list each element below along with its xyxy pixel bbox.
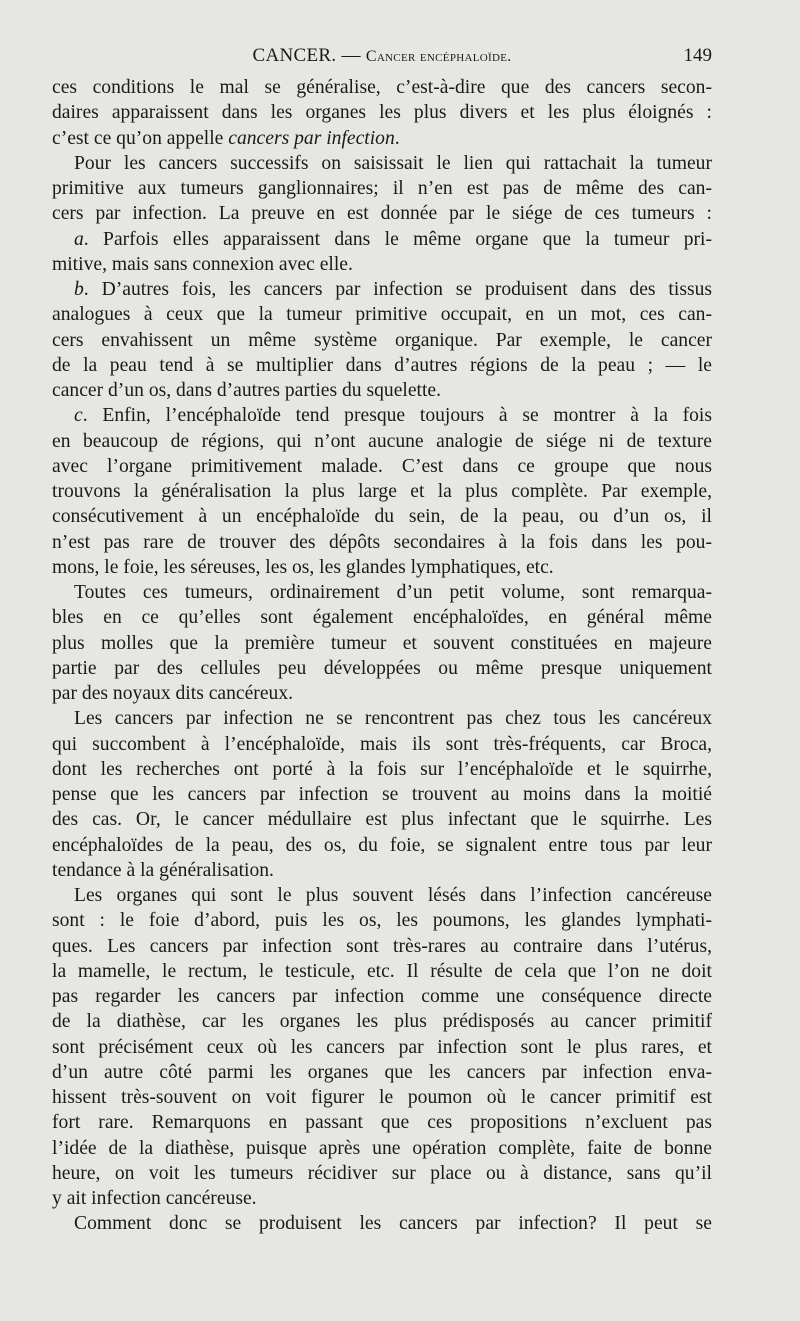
line-text: ques. Les cancers par infection sont très-rares au contraire dans l’utérus, [52,935,712,957]
line-text: sont : le foie d’abord, puis les os, les poumons, les glandes lymphati- [52,910,712,932]
running-title [52,45,712,67]
line-text: encéphaloïdes de la peau, des os, du foie, se signalent entre tous par leur [52,834,712,856]
text-line [52,1035,712,1060]
text-line [52,277,712,302]
line-text: analogues à ceux que la tumeur primitive occupait, en un mot, ces can- [52,304,712,326]
text-line [52,1110,712,1135]
text-line [52,1186,712,1211]
line-text: Toutes ces tumeurs, ordinairement d’un petit volume, sont remarqua- [74,582,712,603]
line-text: n’est pas rare de trouver des dépôts secondaires à la fois dans les pou- [52,531,712,553]
text-line [52,201,712,226]
text-line [52,252,712,277]
line-text: c’est ce qu’on appelle [52,127,229,149]
text-line [52,126,712,151]
line-text: . D’autres fois, les cancers par infection se produisent dans des tissus [83,279,712,300]
line-text: Pour les cancers successifs on saisissait le lien qui rattachait la tumeur [74,152,712,174]
text-line [52,681,712,706]
text-line [52,580,712,605]
header-title-separator: — [341,45,361,66]
line-text: de la peau tend à se multiplier dans d’autres régions de la peau ; — le [52,354,712,376]
text-line [52,479,712,504]
line-text: en beaucoup de régions, qui n’ont aucune analogie de siége ni de texture [52,430,712,452]
text-line [52,555,712,580]
text-line [52,1136,712,1161]
line-text: cers envahissent un même système organique. Par exemple, le cancer [52,329,712,351]
text-line [52,631,712,656]
line-text: qui succombent à l’encéphaloïde, mais ils sont très-fréquents, car Broca, [52,733,712,755]
text-line [52,1161,712,1186]
line-text: par des noyaux dits cancéreux. [52,683,294,704]
text-line [52,1211,712,1236]
text-line [52,504,712,529]
line-text: avec l’organe primitivement malade. C’est dans ce groupe que nous [52,455,712,477]
line-text: primitive aux tumeurs ganglionnaires; il n’en est pas de même des can- [52,178,712,199]
text-line [52,227,712,252]
text-line [52,100,712,125]
line-text: pense que les cancers par infection se trouvent au moins dans la moitié [52,784,712,805]
emphasis-text: cancers par infection [228,127,395,149]
item-letter: c [74,405,83,427]
text-line [52,656,712,681]
line-text: ces conditions le mal se généralise, c’est-à-dire que des cancers secon- [52,77,712,98]
line-text: heure, on voit les tumeurs récidiver sur place ou à distance, sans qu’il [52,1162,712,1184]
page-number: 149 [683,45,712,66]
line-text: Comment donc se produisent les cancers par infection? Il peut se [74,1213,712,1235]
line-text: dont les recherches ont porté à la fois sur l’encéphaloïde et le squirrhe, [52,758,712,780]
line-text: la mamelle, le rectum, le testicule, etc. Il résulte de cela que l’on ne doit [52,960,712,982]
text-line [52,1060,712,1085]
line-text: tendance à la généralisation. [52,859,274,881]
text-line [52,151,712,176]
line-text: de la diathèse, car les organes les plus prédisposés au cancer primitif [52,1011,712,1033]
text-line [52,858,712,883]
line-text: bles en ce qu’elles sont également encéphaloïdes, en général même [52,607,712,629]
text-line [52,1085,712,1110]
item-letter: a [74,228,84,250]
line-text: hissent très-souvent on voit figurer le poumon où le cancer primitif est [52,1087,712,1108]
line-text: trouvons la généralisation la plus large et la plus complète. Par exemple, [52,481,712,502]
text-line [52,328,712,353]
text-line [52,883,712,908]
text-line [52,176,712,201]
line-text: d’un autre côté parmi les organes que les cancers par infection enva- [52,1061,712,1083]
text-line [52,833,712,858]
header-title-sub: Cancer encéphaloïde. [365,48,512,65]
item-letter: b [74,279,84,300]
line-text: mitive, mais sans connexion avec elle. [52,253,353,275]
text-line [52,75,712,100]
text-line [52,302,712,327]
line-text: cancer d’un os, dans d’autres parties du squelette. [52,380,442,401]
line-text: consécutivement à un encéphaloïde du sein, de la peau, ou d’un os, il [52,506,712,528]
line-text: mons, le foie, les séreuses, les os, les glandes lymphatiques, etc. [52,556,554,578]
line-text: Les organes qui sont le plus souvent lésés dans l’infection cancéreuse [74,885,712,906]
line-text: plus molles que la première tumeur et souvent constituées en majeure [52,632,712,654]
text-line [52,706,712,731]
line-text: y ait infection cancéreuse. [52,1188,257,1209]
line-text: partie par des cellules peu développées ou même presque uniquement [52,657,712,679]
text-line [52,403,712,428]
line-text: Les cancers par infection ne se rencontrent pas chez tous les cancéreux [74,708,712,730]
header-title-main: CANCER. [252,45,337,66]
text-line [52,1009,712,1034]
text-line [52,353,712,378]
text-line [52,984,712,1009]
line-text: sont précisément ceux où les cancers par infection sont le plus rares, et [52,1036,712,1058]
text-line [52,605,712,630]
body-text [52,75,712,1237]
line-text: cers par infection. La preuve en est donnée par le siége de ces tumeurs : [52,203,712,225]
text-line [52,807,712,832]
text-line [52,934,712,959]
text-line [52,378,712,403]
line-text: fort rare. Remarquons en passant que ces propositions n’excluent pas [52,1112,712,1134]
line-text: des cas. Or, le cancer médullaire est plus infectant que le squirrhe. Les [52,809,712,831]
text-line [52,757,712,782]
line-text: daires apparaissent dans les organes les plus divers et les plus éloignés : [52,102,712,124]
text-line [52,732,712,757]
text-line [52,959,712,984]
trailing-text: . [394,127,400,149]
line-text: l’idée de la diathèse, puisque après une opération complète, faite de bonne [52,1137,712,1159]
text-line [52,530,712,555]
running-header [52,45,712,71]
text-line [52,908,712,933]
text-line [52,429,712,454]
line-text: pas regarder les cancers par infection comme une conséquence directe [52,986,712,1007]
text-line [52,454,712,479]
line-text: . Enfin, l’encéphaloïde tend presque toujours à se montrer à la fois [82,405,712,427]
line-text: . Parfois elles apparaissent dans le même organe que la tumeur pri- [83,228,712,250]
text-line [52,782,712,807]
